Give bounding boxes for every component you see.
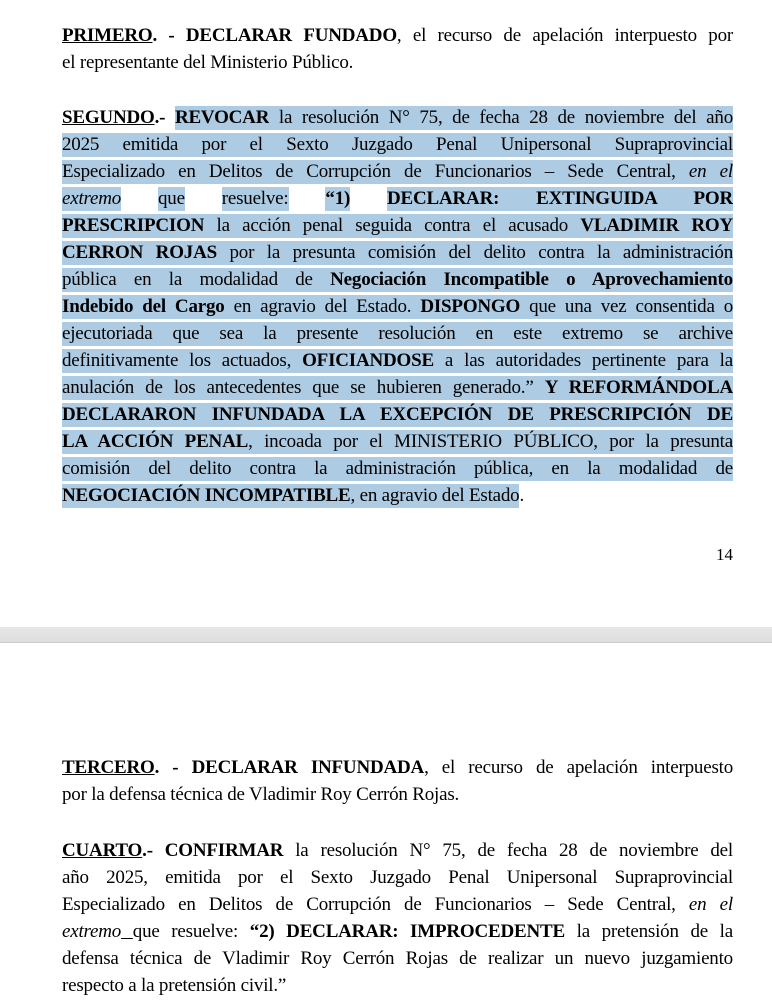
text-line	[62, 185, 733, 212]
text-run: que resuelve:	[132, 921, 250, 942]
highlighted-text-run: DECLARARON INFUNDADA LA EXCEPCIÓN DE PRESCRIPCIÓN DE	[62, 404, 733, 425]
text-line	[62, 293, 733, 320]
text-line	[62, 374, 733, 401]
highlighted-text-run: anulación de los antecedentes que se hubieren generado.”	[62, 377, 545, 398]
text-line	[62, 22, 733, 49]
text-run: Especializado en Delitos de Corrupción de Funcionarios – Sede Central,	[62, 894, 689, 915]
text-line	[62, 131, 733, 158]
text-line	[62, 945, 733, 972]
highlighted-text-run: resuelve:	[221, 188, 289, 209]
highlighted-text-run: por la presunta comisión del delito contra la administración	[216, 242, 733, 263]
paragraph-tercero	[62, 754, 733, 808]
text-run: , el recurso de apelación interpuesto por	[396, 25, 733, 46]
text-run: DECLARAR FUNDADO	[185, 25, 397, 46]
text-line	[62, 49, 733, 76]
text-run: CONFIRMAR	[164, 840, 284, 861]
highlighted-text-run: 2025 emitida por el Sexto Juzgado Penal Unipersonal Supraprovincial	[62, 134, 733, 155]
text-run: la resolución N° 75, de fecha 28 de noviembre del	[283, 840, 733, 861]
page-separator	[0, 627, 772, 643]
highlighted-text-run: Y REFORMÁNDOLA	[544, 377, 733, 398]
highlighted-text-run: en el	[688, 161, 733, 182]
text-line	[62, 837, 733, 864]
highlighted-text-run: a las autoridades pertinente para la	[433, 350, 733, 371]
text-line	[62, 320, 733, 347]
text-run: defensa técnica de Vladimir Roy Cerrón Rojas de realizar un nuevo juzgamiento	[62, 948, 733, 969]
highlighted-text-run: en agravio del Estado.	[224, 296, 421, 317]
text-run: la pretensión de la	[564, 921, 733, 942]
highlighted-text-run: que una vez consentida o	[520, 296, 733, 317]
text-line	[62, 347, 733, 374]
text-line	[62, 212, 733, 239]
highlighted-text-run: “1)	[325, 188, 351, 209]
highlighted-text-run: Indebido del Cargo	[62, 296, 225, 317]
text-run: . -	[152, 25, 186, 46]
text-run: DECLARAR INFUNDADA	[191, 757, 425, 778]
text-run: respecto a la pretensión civil.”	[62, 975, 287, 996]
highlighted-text-run: comisión del delito contra la administración pública, en la modalidad de	[62, 458, 733, 479]
highlighted-text-run: pública en la modalidad de	[62, 269, 331, 290]
text-run: CUARTO	[62, 840, 143, 861]
text-run	[121, 921, 133, 942]
text-run: .	[519, 485, 525, 506]
highlighted-text-run: DECLARAR: EXTINGUIDA POR	[387, 188, 733, 209]
highlighted-text-run: definitivamente los actuados,	[62, 350, 303, 371]
highlighted-text-run: la resolución N° 75, de fecha 28 de noviembre del año	[269, 107, 733, 128]
text-run: año 2025, emitida por el Sexto Juzgado Penal Unipersonal Supraprovincial	[62, 867, 733, 888]
text-line	[62, 781, 733, 808]
highlighted-text-run: REVOCAR	[174, 107, 270, 128]
text-line	[62, 918, 733, 945]
text-run: en el	[688, 894, 733, 915]
text-run	[350, 188, 387, 209]
highlighted-text-run: DISPONGO	[420, 296, 521, 317]
text-run: por la defensa técnica de Vladimir Roy Cerrón Rojas.	[62, 784, 460, 805]
text-run: “2) DECLARAR: IMPROCEDENTE	[249, 921, 565, 942]
highlighted-text-run: Especializado en Delitos de Corrupción de Funcionarios – Sede Central,	[62, 161, 689, 182]
paragraph-segundo	[62, 104, 733, 509]
highlighted-text-run: la acción penal seguida contra el acusado	[204, 215, 581, 236]
text-run	[185, 188, 222, 209]
text-line	[62, 482, 733, 509]
text-line	[62, 104, 733, 131]
text-line	[62, 864, 733, 891]
highlighted-text-run: CERRON ROJAS	[62, 242, 217, 263]
highlighted-text-run: ejecutoriada que sea la presente resolución en este extremo se archive	[62, 323, 733, 344]
paragraph-cuarto	[62, 837, 733, 999]
page-number: 14	[716, 545, 733, 564]
text-line	[62, 428, 733, 455]
text-line	[62, 401, 733, 428]
text-line	[62, 158, 733, 185]
text-line	[62, 239, 733, 266]
highlighted-text-run: , en agravio del Estado	[350, 485, 520, 506]
text-run: TERCERO	[62, 757, 155, 778]
text-run: , el recurso de apelación interpuesto	[424, 757, 733, 778]
highlighted-text-run: que	[157, 188, 185, 209]
highlighted-text-run: PRESCRIPCION	[62, 215, 205, 236]
highlighted-text-run: LA ACCIÓN PENAL	[62, 431, 249, 452]
text-line	[62, 972, 733, 999]
text-run: extremo	[62, 921, 122, 942]
text-run: .-	[142, 840, 165, 861]
highlighted-text-run: NEGOCIACIÓN INCOMPATIBLE	[62, 485, 351, 506]
highlighted-text-run: OFICIANDOSE	[302, 350, 434, 371]
text-line	[62, 891, 733, 918]
text-line	[62, 754, 733, 781]
highlighted-text-run: extremo	[62, 188, 122, 209]
text-run: . -	[154, 757, 192, 778]
paragraph-primero	[62, 22, 733, 76]
highlighted-text-run: VLADIMIR ROY	[580, 215, 733, 236]
text-run	[121, 188, 158, 209]
text-run: el representante del Ministerio Público.	[62, 52, 354, 73]
text-run: SEGUNDO	[62, 107, 155, 128]
text-line	[62, 266, 733, 293]
text-line	[62, 455, 733, 482]
highlighted-text-run: , incoada por el MINISTERIO PÚBLICO, por la presunta	[248, 431, 733, 452]
highlighted-text-run: Negociación Incompatible o Aprovechamiento	[330, 269, 733, 290]
text-run: PRIMERO	[62, 25, 153, 46]
text-run	[289, 188, 326, 209]
text-run: .-	[154, 107, 175, 128]
